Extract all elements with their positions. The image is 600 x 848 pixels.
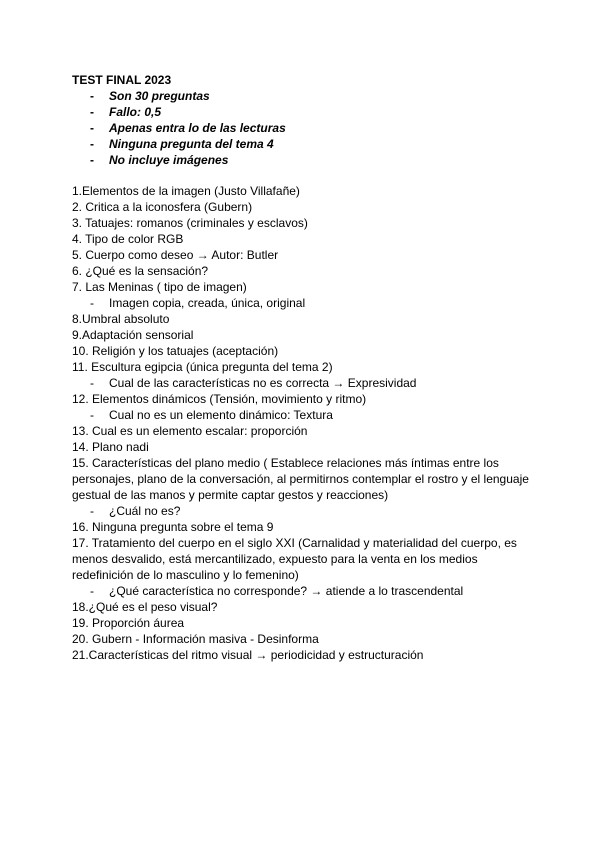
list-item: 7. Las Meninas ( tipo de imagen) — [72, 280, 247, 294]
list-item: 8.Umbral absoluto — [72, 312, 170, 326]
list-item: 17. Tratamiento del cuerpo en el siglo XXI (Carnalidad y materialidad del cuerpo, es menos desvalido, está mercantilizado, expuesto para la venta en los medios redefinición de lo masculino y lo femenino) — [72, 536, 517, 582]
list-item: 3. Tatuajes: romanos (criminales y esclavos) — [72, 216, 308, 230]
list-item: 18.¿Qué es el peso visual? — [72, 600, 218, 614]
list-item: 21.Características del ritmo visual → periodicidad y estructuración — [72, 648, 424, 662]
bullet-list — [90, 88, 286, 168]
list-item: 9.Adaptación sensorial — [72, 328, 194, 342]
bullet-item: - Son 30 preguntas — [90, 89, 210, 103]
question-list — [72, 183, 532, 663]
list-item: 4. Tipo de color RGB — [72, 232, 184, 246]
list-item: 5. Cuerpo como deseo → Autor: Butler — [72, 248, 279, 262]
list-item: 11. Escultura egipcia (única pregunta del tema 2) — [72, 360, 333, 374]
list-item: 10. Religión y los tatuajes (aceptación) — [72, 344, 279, 358]
list-item: 20. Gubern - Información masiva - Desinforma — [72, 632, 319, 646]
list-item: 16. Ninguna pregunta sobre el tema 9 — [72, 520, 274, 534]
sub-item: - Imagen copia, creada, única, original — [90, 296, 306, 310]
document-title: TEST FINAL 2023 — [72, 73, 172, 87]
list-item: 12. Elementos dinámicos (Tensión, movimiento y ritmo) — [72, 392, 367, 406]
bullet-item: - Ninguna pregunta del tema 4 — [90, 137, 274, 151]
bullet-item: - No incluye imágenes — [90, 153, 229, 167]
sub-item: - Cual no es un elemento dinámico: Textura — [90, 408, 333, 422]
bullet-item: - Fallo: 0,5 — [90, 105, 162, 119]
sub-item: - ¿Qué característica no corresponde? → atiende a lo trascendental — [90, 584, 464, 598]
list-item: 14. Plano nadi — [72, 440, 149, 454]
list-item: 13. Cual es un elemento escalar: proporción — [72, 424, 308, 438]
sub-item: - ¿Cuál no es? — [90, 504, 181, 518]
sub-item: - Cual de las características no es correcta → Expresividad — [90, 376, 417, 390]
list-item: 1.Elementos de la imagen (Justo Villafañe) — [72, 184, 300, 198]
list-item: 15. Características del plano medio ( Establece relaciones más íntimas entre los personajes, plano de la conversación, al permitirnos contemplar el rostro y el lenguaje gestual de las manos y permite captar gestos y reacciones) — [72, 456, 529, 502]
list-item: 6. ¿Qué es la sensación? — [72, 264, 209, 278]
bullet-item: - Apenas entra lo de las lecturas — [90, 121, 286, 135]
list-item: 19. Proporción áurea — [72, 616, 185, 630]
list-item: 2. Critica a la iconosfera (Gubern) — [72, 200, 253, 214]
